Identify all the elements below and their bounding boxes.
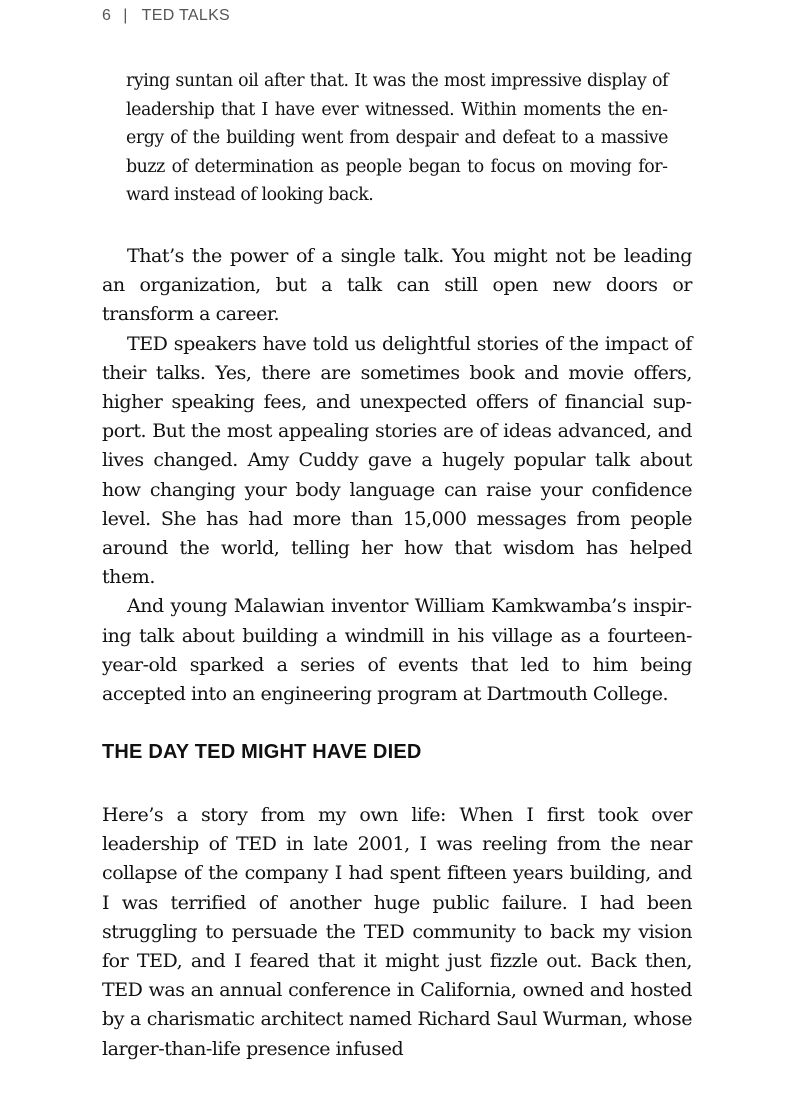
page-number: 6 bbox=[102, 7, 112, 24]
running-head bbox=[102, 7, 230, 25]
book-title: TED TALKS bbox=[141, 7, 231, 24]
body-paragraph-3: And young Malawian inventor William Kamkwamba’s inspiring talk about building a windmill in his village as a fourteen-year-old sparked a series of events that led to him being accepted into an engineering program at Dartmouth College. bbox=[102, 595, 692, 706]
body-paragraph-1: That’s the power of a single talk. You might not be leading an organization, but a talk can still open new doors or transform a career. bbox=[102, 245, 692, 326]
section-paragraph-1: Here’s a story from my own life: When I first took over leadership of TED in late 2001, I was reeling from the near collapse of the company I had spent fifteen years building, and I was terrified of another huge public failure. I had been struggling to persuade the TED community to back my vision for TED, and I feared that it might just fizzle out. Back then, TED was an annual conference in California, owned and hosted by a charismatic architect named Richard Saul Wurman, whose larger-than-life presence infused bbox=[102, 804, 692, 1060]
body-paragraph-2: TED speakers have told us delightful stories of the impact of their talks. Yes, there are sometimes book and movie offers, higher speaking fees, and unexpected offers of financial support. But the most appealing stories are of ideas advanced, and lives changed. Amy Cuddy gave a hugely popular talk about how changing your body language can raise your confidence level. She has had more than 15,000 messages from people around the world, telling her how that wisdom has helped them. bbox=[102, 332, 692, 589]
main-body bbox=[102, 242, 692, 709]
block-quote: rying suntan oil after that. It was the most impressive display of leadership that I have ever witnessed. Within moments the energy of the building went from despair and defeat to a massive buzz of determination as people began to focus on moving forward instead of looking back. bbox=[126, 71, 668, 206]
section-body bbox=[102, 801, 692, 1064]
section-heading: THE DAY TED MIGHT HAVE DIED bbox=[102, 741, 422, 763]
header-separator: | bbox=[123, 7, 128, 24]
